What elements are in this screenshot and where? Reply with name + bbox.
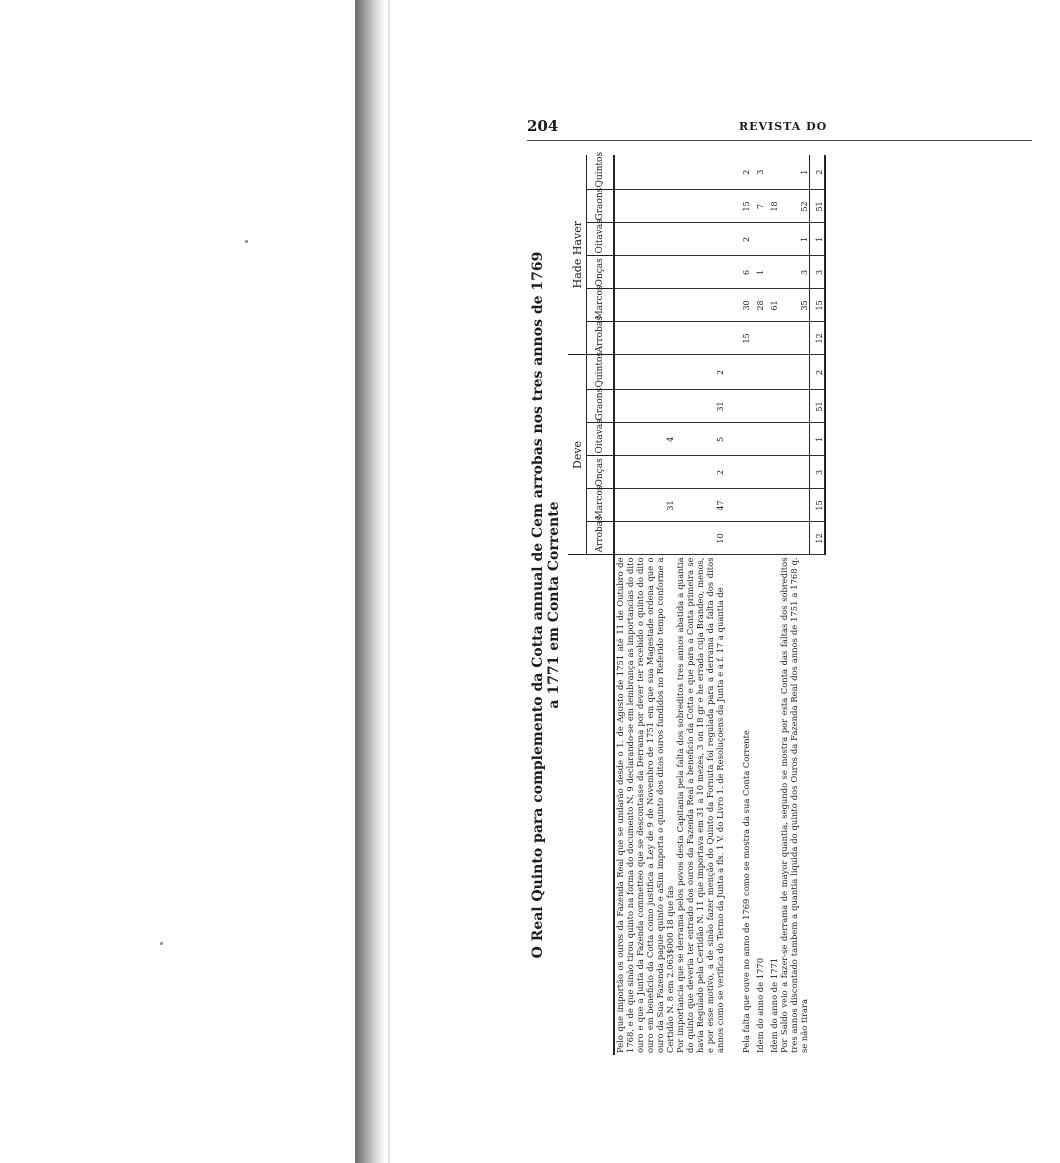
credit-cell: [765, 155, 779, 190]
credit-cell: 1: [751, 256, 765, 289]
entry-text: Por importancia que se derrama pelos povos desta Capitania pela falta dos sobreditos tres annos abatida a quantia do quinto que deveria ter entrado dos ouros da Fazenda Real a beneficio da Cotta e que para a Conta primeira se havia Regulado pela Certidão N. 11 que importava em 31 a 10 mezes, 3 on 18 gr e he errada cuja Brandeo, menos, e por esse motivo, a de sinão fazer menção do Quinto da Fornuta foi regulada para a derrama da falta dos ditos annos como se verifica do Termo da Junta a fls. 1 V. do Livro 1. de Resoluçoens da Junta e a f. 17 a quantia de: [675, 557, 725, 1053]
credit-cell: 18: [765, 190, 779, 223]
credit-cell: [751, 223, 765, 256]
debit-cell: [737, 355, 751, 390]
credit-cell: 3: [751, 155, 765, 190]
header-rule: [527, 140, 1032, 141]
credit-cell: 6: [737, 256, 751, 289]
credit-cell: [779, 322, 809, 355]
credit-cell: 61: [765, 289, 779, 322]
ledger-row: [675, 155, 725, 1055]
debit-cell: [751, 489, 765, 522]
debit-cell: 10: [675, 522, 725, 555]
debit-cell: 2: [675, 456, 725, 489]
credit-total-cell: 15: [809, 289, 825, 322]
credit-cell: [675, 322, 725, 355]
debit-group-header: Deve: [568, 355, 587, 555]
debit-cell: [751, 522, 765, 555]
unit-header: Quintos: [587, 155, 615, 190]
credit-cell: [751, 322, 765, 355]
unit-header: Arrobas: [587, 322, 615, 355]
credit-cell: [765, 223, 779, 256]
ledger-row: [737, 155, 751, 1055]
debit-cell: 2: [675, 355, 725, 390]
credit-cell: [675, 155, 725, 190]
credit-cell: 1: [779, 155, 809, 190]
debit-cell: 31: [614, 489, 675, 522]
credit-cell: 7: [751, 190, 765, 223]
debit-cell: [765, 390, 779, 423]
credit-total-cell: 2: [809, 155, 825, 190]
unit-header: Arrobas: [587, 522, 615, 555]
credit-cell: [614, 155, 675, 190]
debit-cell: [779, 355, 809, 390]
unit-header: Graons: [587, 390, 615, 423]
debit-cell: [751, 355, 765, 390]
debit-total-cell: 51: [809, 390, 825, 423]
unit-header: Oitavas: [587, 223, 615, 256]
credit-cell: 1: [779, 223, 809, 256]
debit-cell: [737, 522, 751, 555]
credit-cell: [675, 256, 725, 289]
debit-cell: 47: [675, 489, 725, 522]
credit-cell: [614, 322, 675, 355]
credit-cell: [675, 223, 725, 256]
credit-cell: 2: [737, 223, 751, 256]
account-ledger-table: [568, 151, 826, 1055]
debit-cell: [779, 489, 809, 522]
credit-cell: 15: [737, 322, 751, 355]
credit-cell: [765, 256, 779, 289]
unit-header: Marcos: [587, 289, 615, 322]
entry-text: Idem do anno de 1770: [755, 957, 765, 1053]
debit-cell: [751, 390, 765, 423]
ledger-spacer-row: [725, 155, 737, 1055]
credit-cell: 15: [737, 190, 751, 223]
debit-cell: [751, 456, 765, 489]
debit-cell: [779, 390, 809, 423]
debit-cell: [614, 456, 675, 489]
debit-cell: [779, 423, 809, 456]
credit-group-header: Hade Haver: [568, 155, 587, 355]
unit-header: Onças: [587, 456, 615, 489]
credit-total-cell: 51: [809, 190, 825, 223]
debit-total-cell: 3: [809, 456, 825, 489]
ledger-row: [779, 155, 809, 1055]
credit-cell: [675, 289, 725, 322]
debit-total-cell: 1: [809, 423, 825, 456]
running-head: REVISTA DO: [739, 120, 828, 133]
scan-speck: [160, 942, 163, 945]
credit-cell: 35: [779, 289, 809, 322]
ledger-row: [765, 155, 779, 1055]
credit-cell: 28: [751, 289, 765, 322]
credit-cell: [765, 322, 779, 355]
unit-header: Quintos: [587, 355, 615, 390]
credit-cell: 3: [779, 256, 809, 289]
debit-cell: [765, 489, 779, 522]
debit-cell: [779, 522, 809, 555]
title-line-2: a 1771 em Conta Corrente: [546, 501, 562, 709]
binding-edge: [388, 0, 390, 1163]
credit-cell: [614, 289, 675, 322]
debit-cell: [614, 355, 675, 390]
debit-cell: [614, 522, 675, 555]
page-number: 204: [527, 117, 559, 135]
unit-header: Onças: [587, 256, 615, 289]
entry-text: Pelo que importão os ouros da Fazenda Real que se undarão desde o 1. de Agosto de 1751 até 11 de Outubro de 1768, e de que sinão tirou quinto na forma do documento N. 9 declarando-se em lembrança as importancias do dito ouro e que a Junta da Fazenda commetteo que se descontasse da Derrama por dever ter recebido o quinto do dito ouro em beneficio da Cotta como justifica a Ley de 9 de Novembro de 1751 em que sua Magestade ordena que o ouro da Sua Fazenda pague quinto e aSim importa o quinto dos ditos ouros fundidos no Referido tempo conforme a Certidão N. 8 em 2.063$000 18 que fas: [615, 557, 675, 1053]
entry-text: Pela falta que ouve no anno de 1769 como se mostra da sua Conta Corrente: [741, 730, 751, 1053]
debit-cell: [765, 522, 779, 555]
ledger-row: [614, 155, 675, 1055]
book-binding-shadow: [355, 0, 385, 1163]
unit-header: Oitavas: [587, 423, 615, 456]
debit-cell: [779, 456, 809, 489]
debit-cell: [737, 456, 751, 489]
debit-cell: [751, 423, 765, 456]
totals-row: [809, 155, 825, 1055]
unit-header: Graons: [587, 190, 615, 223]
debit-cell: [737, 423, 751, 456]
debit-total-cell: 15: [809, 489, 825, 522]
document-title: [530, 155, 562, 1055]
credit-cell: [614, 190, 675, 223]
debit-total-cell: 2: [809, 355, 825, 390]
description-header: [568, 555, 587, 1055]
credit-cell: 52: [779, 190, 809, 223]
entry-text: Idem do anno de 1771: [769, 957, 779, 1053]
debit-cell: [614, 390, 675, 423]
debit-cell: [765, 355, 779, 390]
credit-total-cell: 12: [809, 322, 825, 355]
ledger-row: [751, 155, 765, 1055]
debit-cell: [737, 390, 751, 423]
totals-label-cell: [809, 555, 825, 1055]
credit-total-cell: 3: [809, 256, 825, 289]
ledger-body: [614, 155, 825, 1055]
debit-cell: 4: [614, 423, 675, 456]
credit-cell: 2: [737, 155, 751, 190]
debit-cell: [765, 456, 779, 489]
description-unit-header: [587, 555, 615, 1055]
credit-cell: [675, 190, 725, 223]
credit-cell: [614, 256, 675, 289]
unit-header: Marcos: [587, 489, 615, 522]
debit-cell: 31: [675, 390, 725, 423]
credit-cell: [614, 223, 675, 256]
entry-text: Por Saldo veio a fazer-se derrama de mayor quantia, segundo se mostra por esta Conta das faltas dos sobreditos tres annos discontado tambem a quantia liquida do quinto dos Ouros da Fazenda Real dos annos de 1751 a 1768 q. se não tirara: [779, 557, 809, 1053]
credit-cell: 30: [737, 289, 751, 322]
debit-cell: [765, 423, 779, 456]
debit-total-cell: 12: [809, 522, 825, 555]
scan-speck: [245, 240, 248, 243]
debit-cell: [737, 489, 751, 522]
debit-cell: 5: [675, 423, 725, 456]
credit-total-cell: 1: [809, 223, 825, 256]
title-line-1: O Real Quinto para complemento da Cotta annual de Cem arrobas nos tres annos de 1769: [530, 251, 546, 959]
rotated-ledger-page: [530, 151, 1030, 1055]
page-header: [527, 117, 1032, 137]
